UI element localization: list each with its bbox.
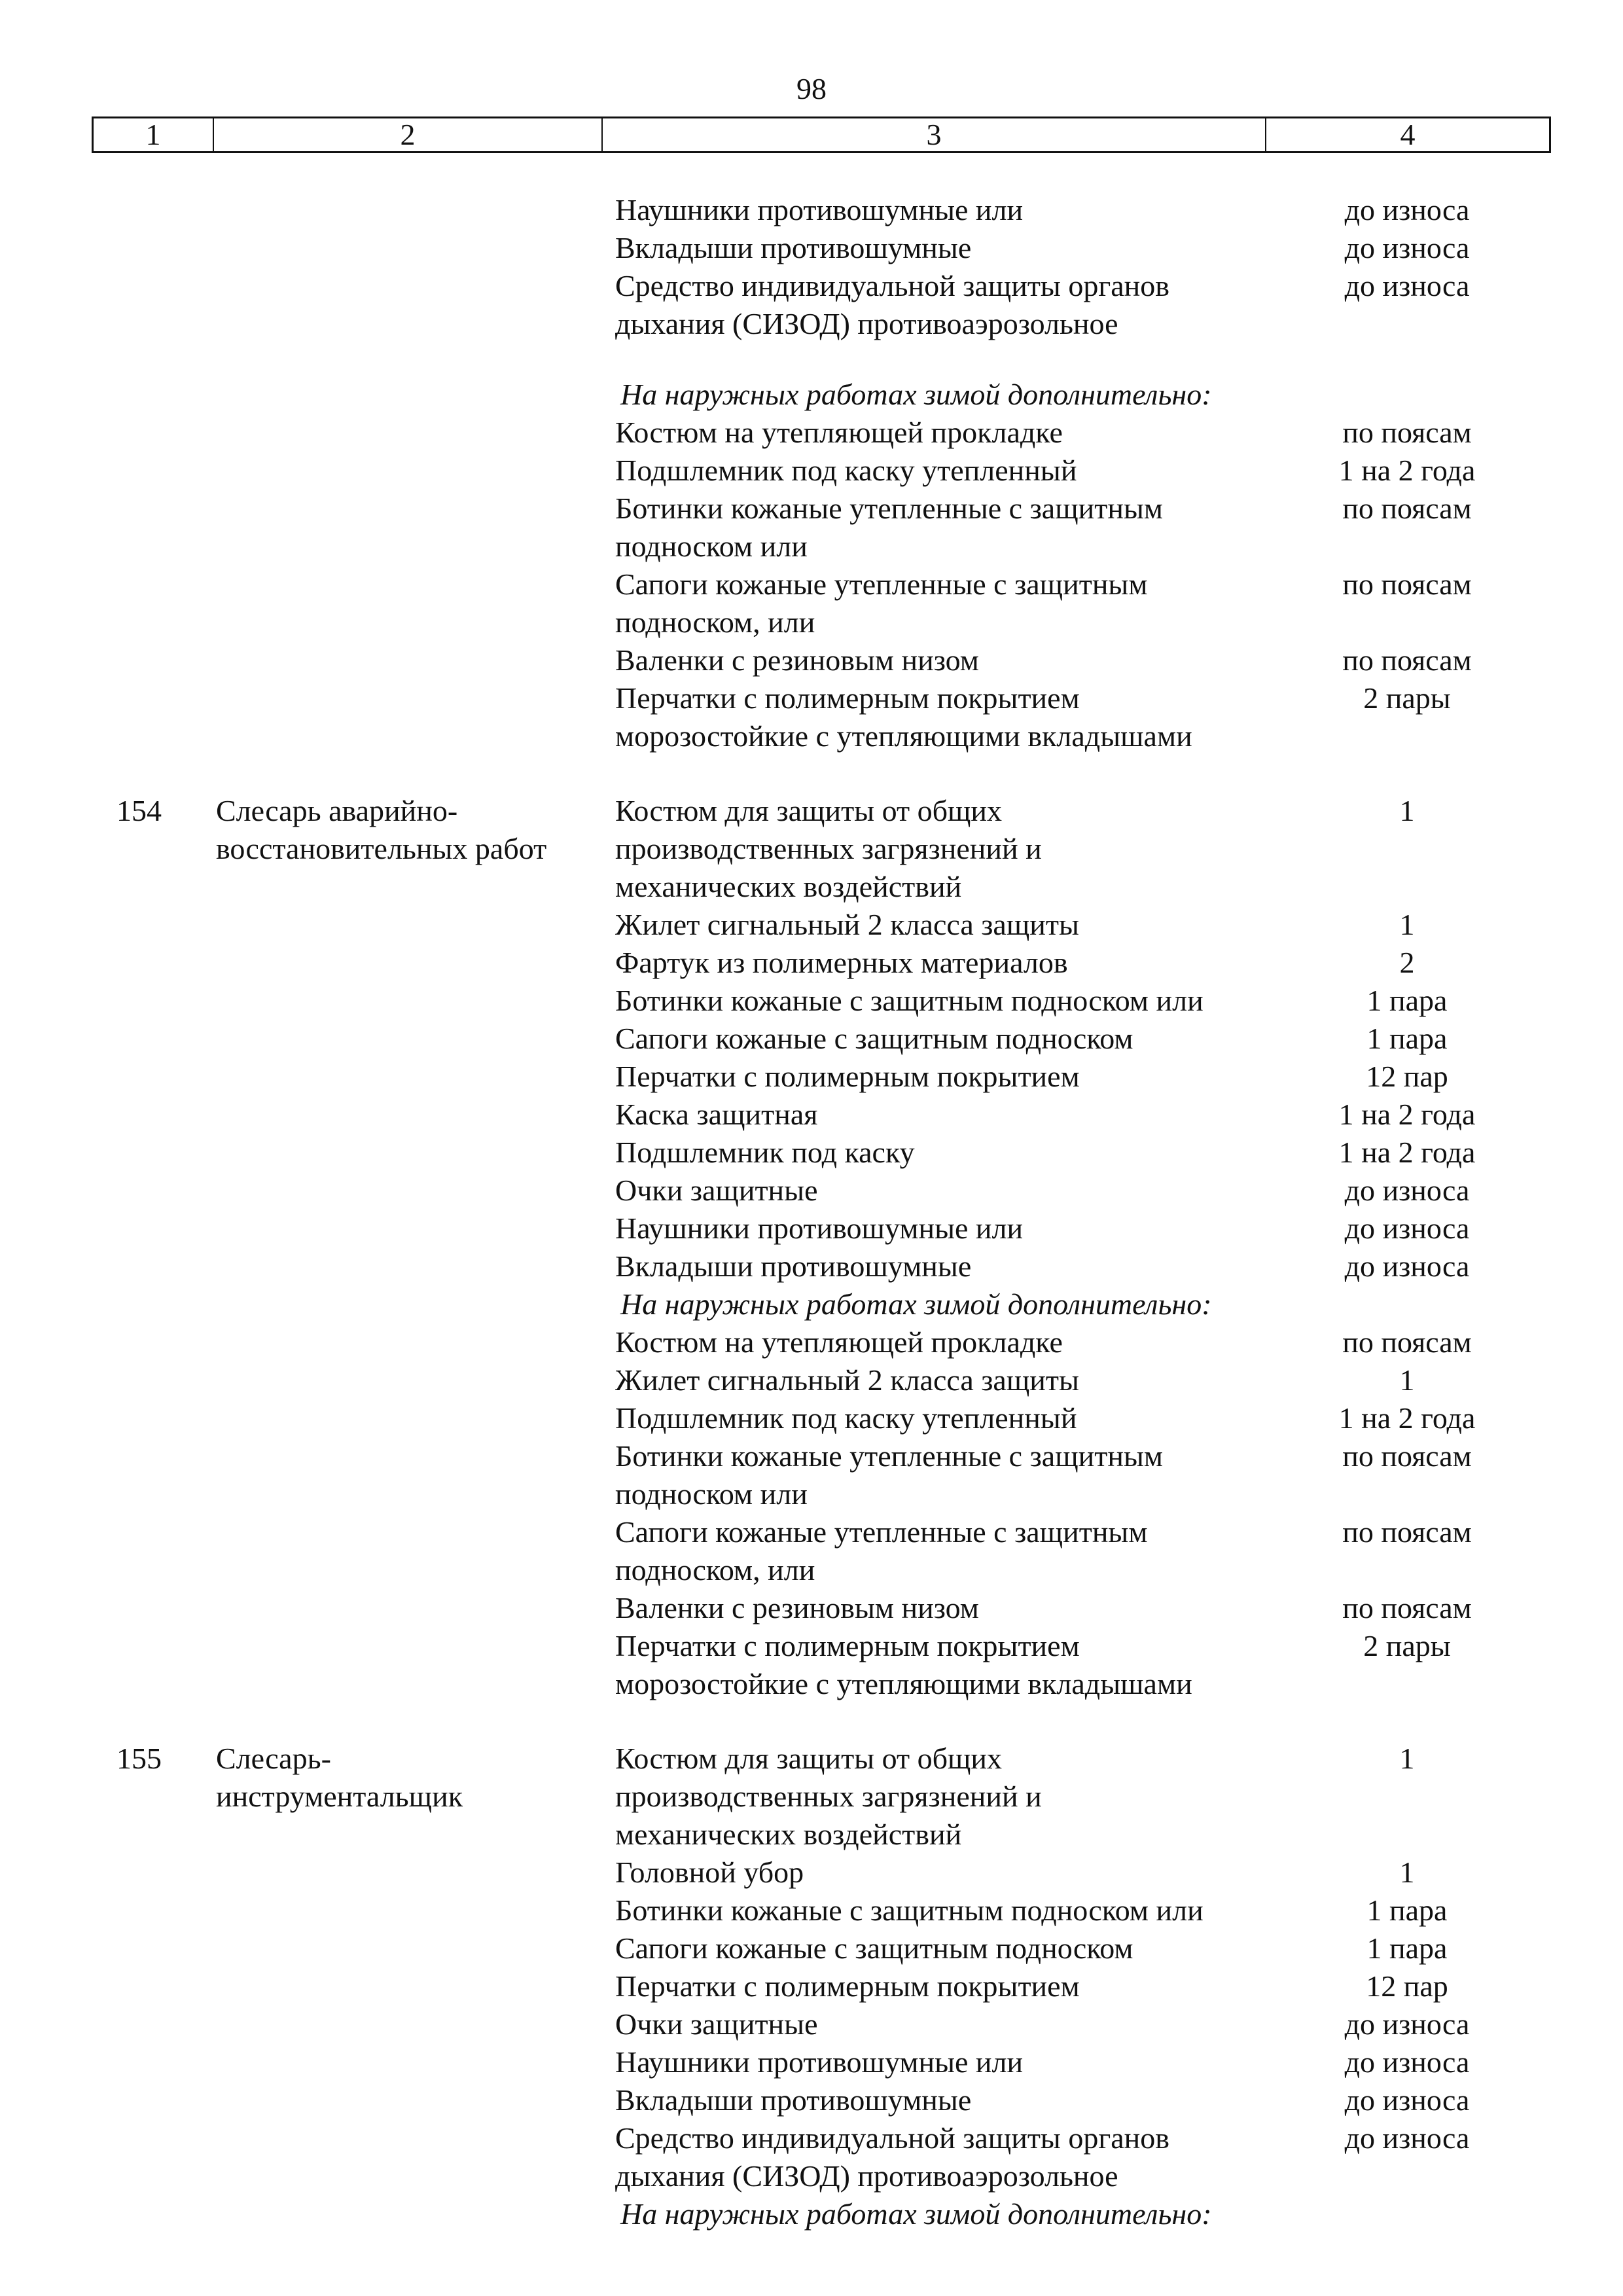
- item-name: Ботинки кожаные утепленные с защитным: [615, 1439, 1163, 1473]
- item-norm: до износа: [1344, 269, 1470, 302]
- profession-name: Слесарь аварийно- восстановительных работ: [216, 794, 547, 865]
- list-item: [615, 1740, 1558, 1778]
- page-number: 98: [796, 72, 827, 105]
- list-item: [615, 792, 1558, 830]
- item-norm: 1: [1399, 1856, 1415, 1889]
- list-item: [615, 906, 1558, 944]
- list-item: [615, 868, 1558, 906]
- item-name: Вкладыши противошумные: [615, 1249, 972, 1283]
- item-norm: [1276, 1551, 1538, 1589]
- row-items: [615, 1740, 1558, 2233]
- item-name: Фартук из полимерных материалов: [615, 946, 1068, 979]
- item-name: Перчатки с полимерным покрытием: [615, 1629, 1080, 1662]
- item-name: Жилет сигнальный 2 класса защиты: [615, 908, 1079, 941]
- item-norm: 1 пара: [1366, 1893, 1448, 1927]
- item-norm: по поясам: [1342, 1325, 1472, 1359]
- item-name: Средство индивидуальной защиты органов: [615, 269, 1169, 302]
- list-item: [615, 1058, 1558, 1096]
- item-name: Перчатки с полимерным покрытием: [615, 1060, 1080, 1093]
- item-norm: [1276, 305, 1538, 343]
- item-norm: по поясам: [1342, 416, 1472, 449]
- item-name: морозостойкие с утепляющими вкладышами: [615, 1667, 1192, 1700]
- list-item: [615, 1247, 1558, 1285]
- item-name: Вкладыши противошумные: [615, 231, 972, 264]
- column-header-row: [92, 117, 1551, 153]
- item-norm: 1: [1399, 908, 1415, 941]
- item-norm: [1276, 868, 1538, 906]
- item-norm: [1281, 1285, 1543, 1323]
- item-norm: [1281, 2195, 1543, 2233]
- item-norm: до износа: [1344, 1174, 1470, 1207]
- item-name: Ботинки кожаные утепленные с защитным: [615, 492, 1163, 525]
- list-item: [615, 1399, 1558, 1437]
- list-item: [615, 679, 1558, 717]
- item-norm: по поясам: [1342, 1515, 1472, 1549]
- item-norm: 2: [1399, 946, 1415, 979]
- item-name: Костюм на утепляющей прокладке: [615, 416, 1063, 449]
- list-item: [615, 1778, 1558, 1816]
- item-name: производственных загрязнений и: [615, 1780, 1042, 1813]
- list-item: [615, 1513, 1558, 1551]
- item-name: Сапоги кожаные утепленные с защитным: [615, 1515, 1148, 1549]
- item-name: подноском, или: [615, 605, 815, 639]
- item-norm: до износа: [1344, 1211, 1470, 1245]
- item-name: Сапоги кожаные с защитным подноском: [615, 1931, 1133, 1965]
- list-item: [615, 1020, 1558, 1058]
- item-norm: [1276, 717, 1538, 755]
- item-norm: до износа: [1344, 231, 1470, 264]
- item-name: Жилет сигнальный 2 класса защиты: [615, 1363, 1079, 1397]
- item-name: Головной убор: [615, 1856, 804, 1889]
- list-item: [615, 717, 1558, 755]
- item-norm: до износа: [1344, 193, 1470, 226]
- spacer: [615, 343, 1558, 376]
- list-item: [615, 1361, 1558, 1399]
- item-norm: 2 пары: [1363, 1629, 1451, 1662]
- item-norm: по поясам: [1342, 567, 1472, 601]
- item-name: подноском или: [615, 529, 808, 563]
- item-name: морозостойкие с утепляющими вкладышами: [615, 719, 1192, 753]
- item-norm: [1276, 1475, 1538, 1513]
- list-item: [615, 1551, 1558, 1589]
- item-name: На наружных работах зимой дополнительно:: [620, 2197, 1212, 2231]
- list-item: [615, 603, 1558, 641]
- item-name: Наушники противошумные или: [615, 193, 1024, 226]
- column-header-4: 4: [1400, 118, 1416, 151]
- item-norm: 12 пар: [1366, 1969, 1448, 2003]
- list-item: [615, 944, 1558, 982]
- row-items: [615, 792, 1558, 1703]
- item-name: На наружных работах зимой дополнительно:: [620, 1287, 1212, 1321]
- item-norm: 1 на 2 года: [1338, 1136, 1476, 1169]
- profession-name: Слесарь- инструментальщик: [216, 1742, 463, 1813]
- item-norm: [1281, 376, 1543, 414]
- item-name: Валенки с резиновым низом: [615, 1591, 979, 1624]
- item-norm: 1: [1399, 1363, 1415, 1397]
- item-norm: 1 на 2 года: [1338, 1098, 1476, 1131]
- list-item: [615, 1210, 1558, 1247]
- list-item: [615, 305, 1558, 343]
- item-norm: [1276, 2157, 1538, 2195]
- list-item: [615, 1323, 1558, 1361]
- list-item: [615, 1816, 1558, 1854]
- item-name: Перчатки с полимерным покрытием: [615, 681, 1080, 715]
- item-name: На наружных работах зимой дополнительно:: [620, 378, 1212, 411]
- item-norm: по поясам: [1342, 1439, 1472, 1473]
- item-norm: до износа: [1344, 1249, 1470, 1283]
- continued-items: [615, 191, 1558, 755]
- item-norm: 1: [1399, 1742, 1415, 1775]
- list-item: [615, 490, 1558, 528]
- item-norm: [1276, 603, 1538, 641]
- list-item: [615, 229, 1558, 267]
- item-norm: 1 на 2 года: [1338, 1401, 1476, 1435]
- item-norm: до износа: [1344, 2121, 1470, 2155]
- item-name: дыхания (СИЗОД) противоаэрозольное: [615, 307, 1118, 340]
- item-name: Подшлемник под каску утепленный: [615, 454, 1077, 487]
- item-name: Каска защитная: [615, 1098, 818, 1131]
- item-name: Средство индивидуальной защиты органов: [615, 2121, 1169, 2155]
- item-name: производственных загрязнений и: [615, 832, 1042, 865]
- row-number: 154: [116, 794, 162, 827]
- item-norm: [1276, 1778, 1538, 1816]
- list-item: [615, 1096, 1558, 1134]
- item-name: Ботинки кожаные с защитным подноском или: [615, 1893, 1204, 1927]
- item-norm: до износа: [1344, 2045, 1470, 2079]
- item-name: Подшлемник под каску: [615, 1136, 915, 1169]
- list-item: [615, 2081, 1558, 2119]
- item-norm: 12 пар: [1366, 1060, 1448, 1093]
- item-norm: 1 пара: [1366, 1931, 1448, 1965]
- list-item: [615, 1665, 1558, 1703]
- item-name: Очки защитные: [615, 2007, 818, 2041]
- item-norm: [1276, 528, 1538, 565]
- item-name: Наушники противошумные или: [615, 1211, 1024, 1245]
- list-item: [615, 414, 1558, 452]
- item-norm: [1276, 830, 1538, 868]
- item-name: Перчатки с полимерным покрытием: [615, 1969, 1080, 2003]
- section-note: [615, 1285, 1558, 1323]
- item-norm: до износа: [1344, 2007, 1470, 2041]
- item-name: дыхания (СИЗОД) противоаэрозольное: [615, 2159, 1118, 2193]
- item-name: Наушники противошумные или: [615, 2045, 1024, 2079]
- item-name: подноском или: [615, 1477, 808, 1511]
- item-name: Валенки с резиновым низом: [615, 643, 979, 677]
- list-item: [615, 565, 1558, 603]
- list-item: [615, 2119, 1558, 2157]
- list-item: [615, 2043, 1558, 2081]
- item-norm: 1 пара: [1366, 1022, 1448, 1055]
- item-name: Подшлемник под каску утепленный: [615, 1401, 1077, 1435]
- item-norm: 1 пара: [1366, 984, 1448, 1017]
- list-item: [615, 2005, 1558, 2043]
- section-note: [615, 376, 1558, 414]
- item-norm: до износа: [1344, 2083, 1470, 2117]
- item-name: механических воздействий: [615, 870, 962, 903]
- section-note: [615, 2195, 1558, 2233]
- list-item: [615, 1134, 1558, 1172]
- list-item: [615, 267, 1558, 305]
- item-norm: [1276, 1665, 1538, 1703]
- row-number: 155: [116, 1742, 162, 1775]
- item-name: Сапоги кожаные с защитным подноском: [615, 1022, 1133, 1055]
- item-name: Сапоги кожаные утепленные с защитным: [615, 567, 1148, 601]
- list-item: [615, 641, 1558, 679]
- column-header-3: 3: [603, 118, 1266, 151]
- item-name: Вкладыши противошумные: [615, 2083, 972, 2117]
- list-item: [615, 1929, 1558, 1967]
- list-item: [615, 1627, 1558, 1665]
- item-name: Костюм для защиты от общих: [615, 794, 1003, 827]
- column-header-2: 2: [214, 118, 603, 151]
- item-name: механических воздействий: [615, 1818, 962, 1851]
- list-item: [615, 1475, 1558, 1513]
- list-item: [615, 452, 1558, 490]
- list-item: [615, 1892, 1558, 1929]
- item-name: Ботинки кожаные с защитным подноском или: [615, 984, 1204, 1017]
- item-name: Костюм на утепляющей прокладке: [615, 1325, 1063, 1359]
- list-item: [615, 830, 1558, 868]
- item-norm: [1276, 1816, 1538, 1854]
- list-item: [615, 1967, 1558, 2005]
- list-item: [615, 191, 1558, 229]
- item-norm: 2 пары: [1363, 681, 1451, 715]
- item-name: Костюм для защиты от общих: [615, 1742, 1003, 1775]
- item-name: Очки защитные: [615, 1174, 818, 1207]
- list-item: [615, 1437, 1558, 1475]
- list-item: [615, 1589, 1558, 1627]
- list-item: [615, 528, 1558, 565]
- list-item: [615, 1172, 1558, 1210]
- list-item: [615, 2157, 1558, 2195]
- column-header-1: 1: [94, 118, 214, 151]
- item-norm: по поясам: [1342, 492, 1472, 525]
- item-norm: 1 на 2 года: [1338, 454, 1476, 487]
- list-item: [615, 1854, 1558, 1892]
- item-norm: 1: [1399, 794, 1415, 827]
- item-norm: по поясам: [1342, 643, 1472, 677]
- item-norm: по поясам: [1342, 1591, 1472, 1624]
- list-item: [615, 982, 1558, 1020]
- item-name: подноском, или: [615, 1553, 815, 1587]
